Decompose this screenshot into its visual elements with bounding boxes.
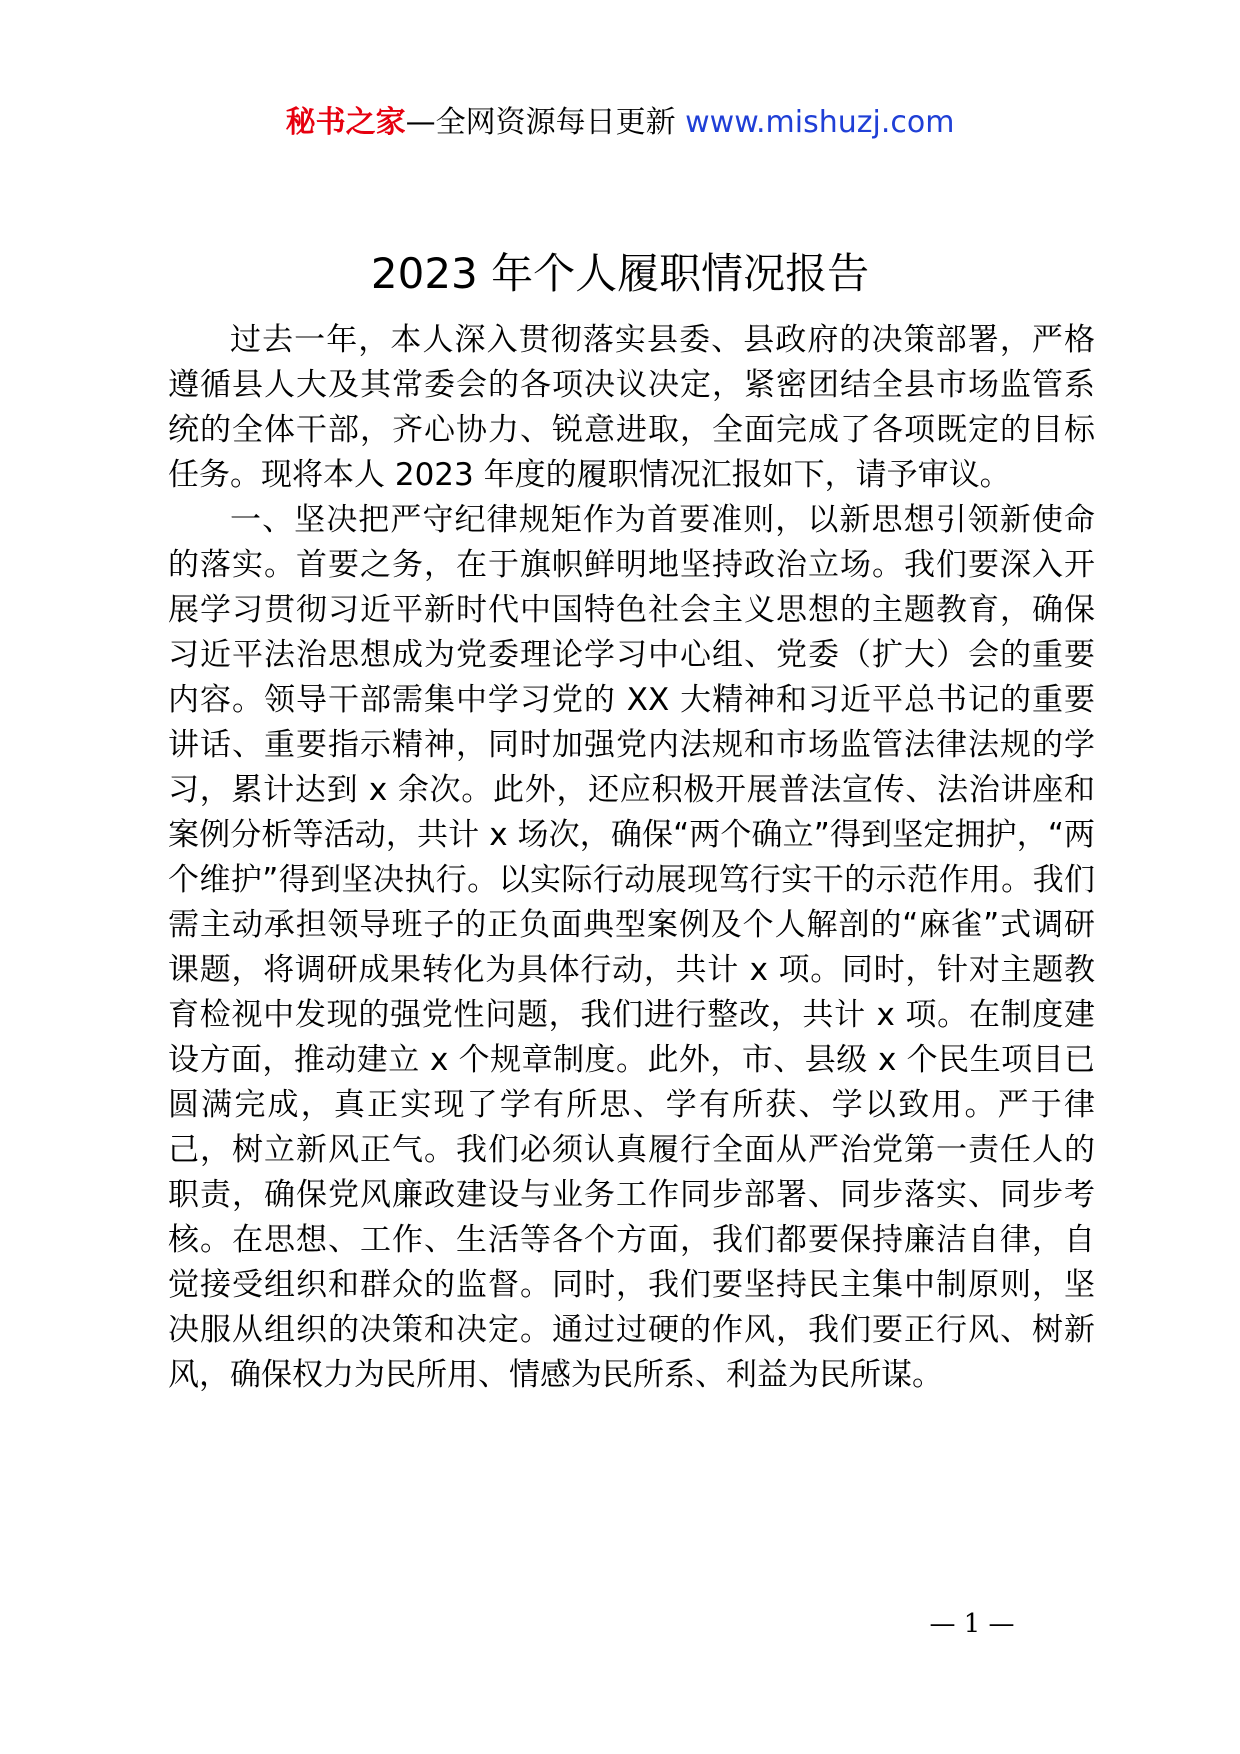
section-one-paragraph: 一、坚决把严守纪律规矩作为首要准则，以新思想引领新使命的落实。首要之务，在于旗帜鲜明地坚持政治立场。我们要深入开展学习贯彻习近平新时代中国特色社会主义思想的主题教育，确保习近平法治思想成为党委理论学习中心组、党委（扩大）会的重要内容。领导干部需集中学习党的 XX 大精神和习近平总书记的重要讲话、重要指示精神，同时加强党内法规和市场监管法律法规的学习，累计达到 x 余次。此外，还应积极开展普法宣传、法治讲座和案例分析等活动，共计 x 场次，确保“两个确立”得到坚定拥护，“两个维护”得到坚决执行。以实际行动展现笃行实干的示范作用。我们需主动承担领导班子的正负面典型案例及个人解剖的“麻雀”式调研课题，将调研成果转化为具体行动，共计 x 项。同时，针对主题教育检视中发现的强党性问题，我们进行整改，共计 x 项。在制度建设方面，推动建立 x 个规章制度。此外，市、县级 x 个民生项目已圆满完成，真正实现了学有所思、学有所获、学以致用。严于律己，树立新风正气。我们必须认真履行全面从严治党第一责任人的职责，确保党风廉政建设与业务工作同步部署、同步落实、同步考核。在思想、工作、生活等各个方面，我们都要保持廉洁自律，自觉接受组织和群众的监督。同时，我们要坚持民主集中制原则，坚决服从组织的决策和决定。通过过硬的作风，我们要正行风、树新风，确保权力为民所用、情感为民所系、利益为民所谋。: [168, 502, 1095, 1393]
intro-paragraph: 过去一年，本人深入贯彻落实县委、县政府的决策部署，严格遵循县人大及其常委会的各项决议决定，紧密团结全县市场监管系统的全体干部，齐心协力、锐意进取，全面完成了各项既定的目标任务。现将本人 2023 年度的履职情况汇报如下，请予审议。: [168, 322, 1095, 493]
site-url-link[interactable]: www.mishuzj.com: [685, 105, 955, 140]
site-header: [0, 100, 1240, 146]
document-body: [168, 318, 1095, 1398]
site-slogan: —全网资源每日更新: [405, 105, 676, 140]
page-number: — 1 —: [929, 1609, 1015, 1639]
site-brand: 秘书之家: [285, 105, 406, 140]
document-title: 2023 年个人履职情况报告: [370, 249, 870, 298]
